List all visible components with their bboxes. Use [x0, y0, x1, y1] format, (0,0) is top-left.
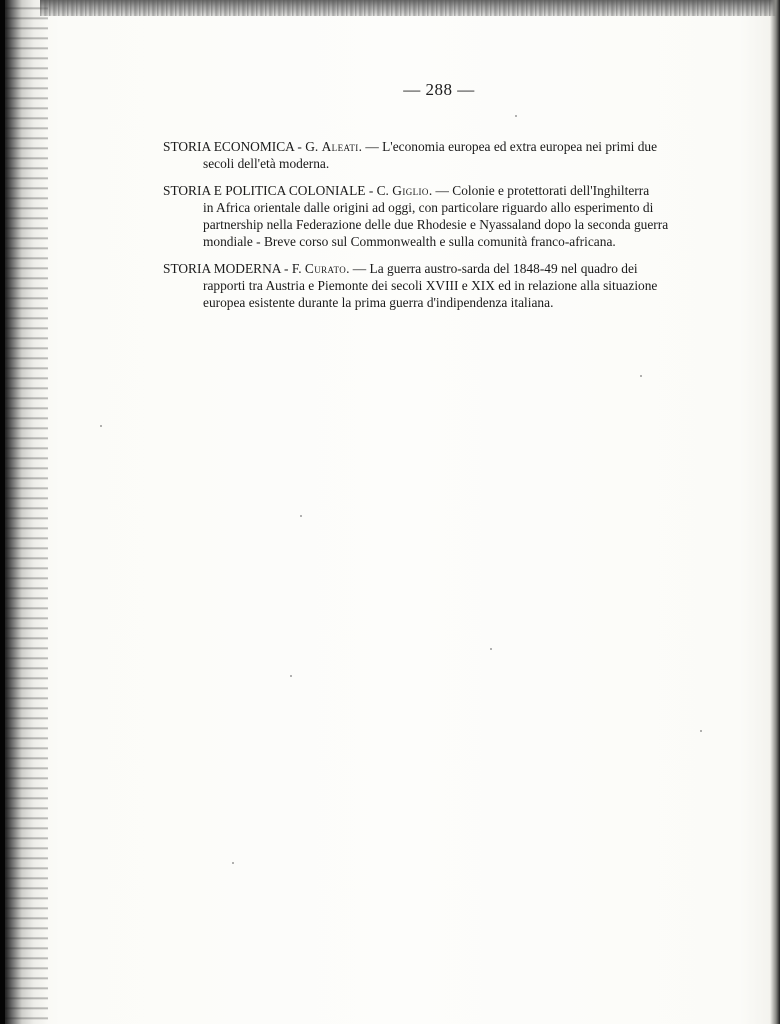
entry-dash: . — [428, 183, 453, 198]
author-surname: Curato [304, 261, 347, 276]
entry-title-continuation: rapporti tra Austria e Piemonte dei secoli XVIII e XIX ed in relazione alla situazione [203, 278, 658, 293]
entry-separator: - [365, 183, 377, 198]
entry-first-line [163, 182, 718, 199]
scan-speck [640, 375, 642, 377]
page-right-edge [770, 0, 780, 1024]
entry-dash: . — [358, 139, 383, 154]
entry-separator: - [294, 139, 306, 154]
entry-subject: STORIA ECONOMICA [163, 139, 295, 154]
entry-title-continuation: partnership nella Federazione delle due Rhodesie e Nyassaland dopo la seconda guerra [203, 217, 669, 232]
scan-speck [100, 425, 102, 427]
entry-first-line [163, 138, 718, 155]
entry-separator: - [280, 261, 292, 276]
entry-title-text: L'economia europea ed extra europea nei primi due [382, 139, 658, 154]
entry-title-continuation: europea esistente durante la prima guerra d'indipendenza italiana. [203, 295, 554, 310]
entry-subject: STORIA MODERNA [163, 261, 281, 276]
entry-title-continuation: mondiale - Breve corso sul Commonwealth e sulla comunità franco-africana. [203, 234, 616, 249]
document-body [163, 138, 718, 321]
book-binding-shadow [0, 0, 48, 1024]
page-number: — 288 — [403, 80, 475, 99]
author-surname: Aleati [321, 139, 359, 154]
author-initial: C. [376, 183, 393, 198]
author-surname: Giglio [392, 183, 429, 198]
scan-speck [515, 115, 517, 117]
entry-title-text: Colonie e protettorati dell'Inghilterra [452, 183, 650, 198]
scan-speck [290, 675, 292, 677]
author-initial: G. [305, 139, 322, 154]
course-entry-storia-moderna [163, 260, 718, 311]
scan-speck [232, 862, 234, 864]
course-entry-storia-politica-coloniale [163, 182, 718, 250]
entry-title-continuation: secoli dell'età moderna. [203, 156, 330, 171]
entry-subject: STORIA E POLITICA COLONIALE [163, 183, 366, 198]
author-initial: F. [291, 261, 305, 276]
scan-speck [490, 648, 492, 650]
course-entry-storia-economica [163, 138, 718, 172]
page-top-edge [40, 0, 780, 16]
scan-speck [300, 515, 302, 517]
entry-dash: . — [346, 261, 370, 276]
book-spine-edge [0, 0, 5, 1024]
scan-speck [700, 730, 702, 732]
entry-title-text: La guerra austro-sarda del 1848-49 nel quadro dei [369, 261, 638, 276]
entry-title-continuation: in Africa orientale dalle origini ad oggi, con particolare riguardo allo esperimento di [203, 200, 654, 215]
entry-first-line [163, 260, 718, 277]
